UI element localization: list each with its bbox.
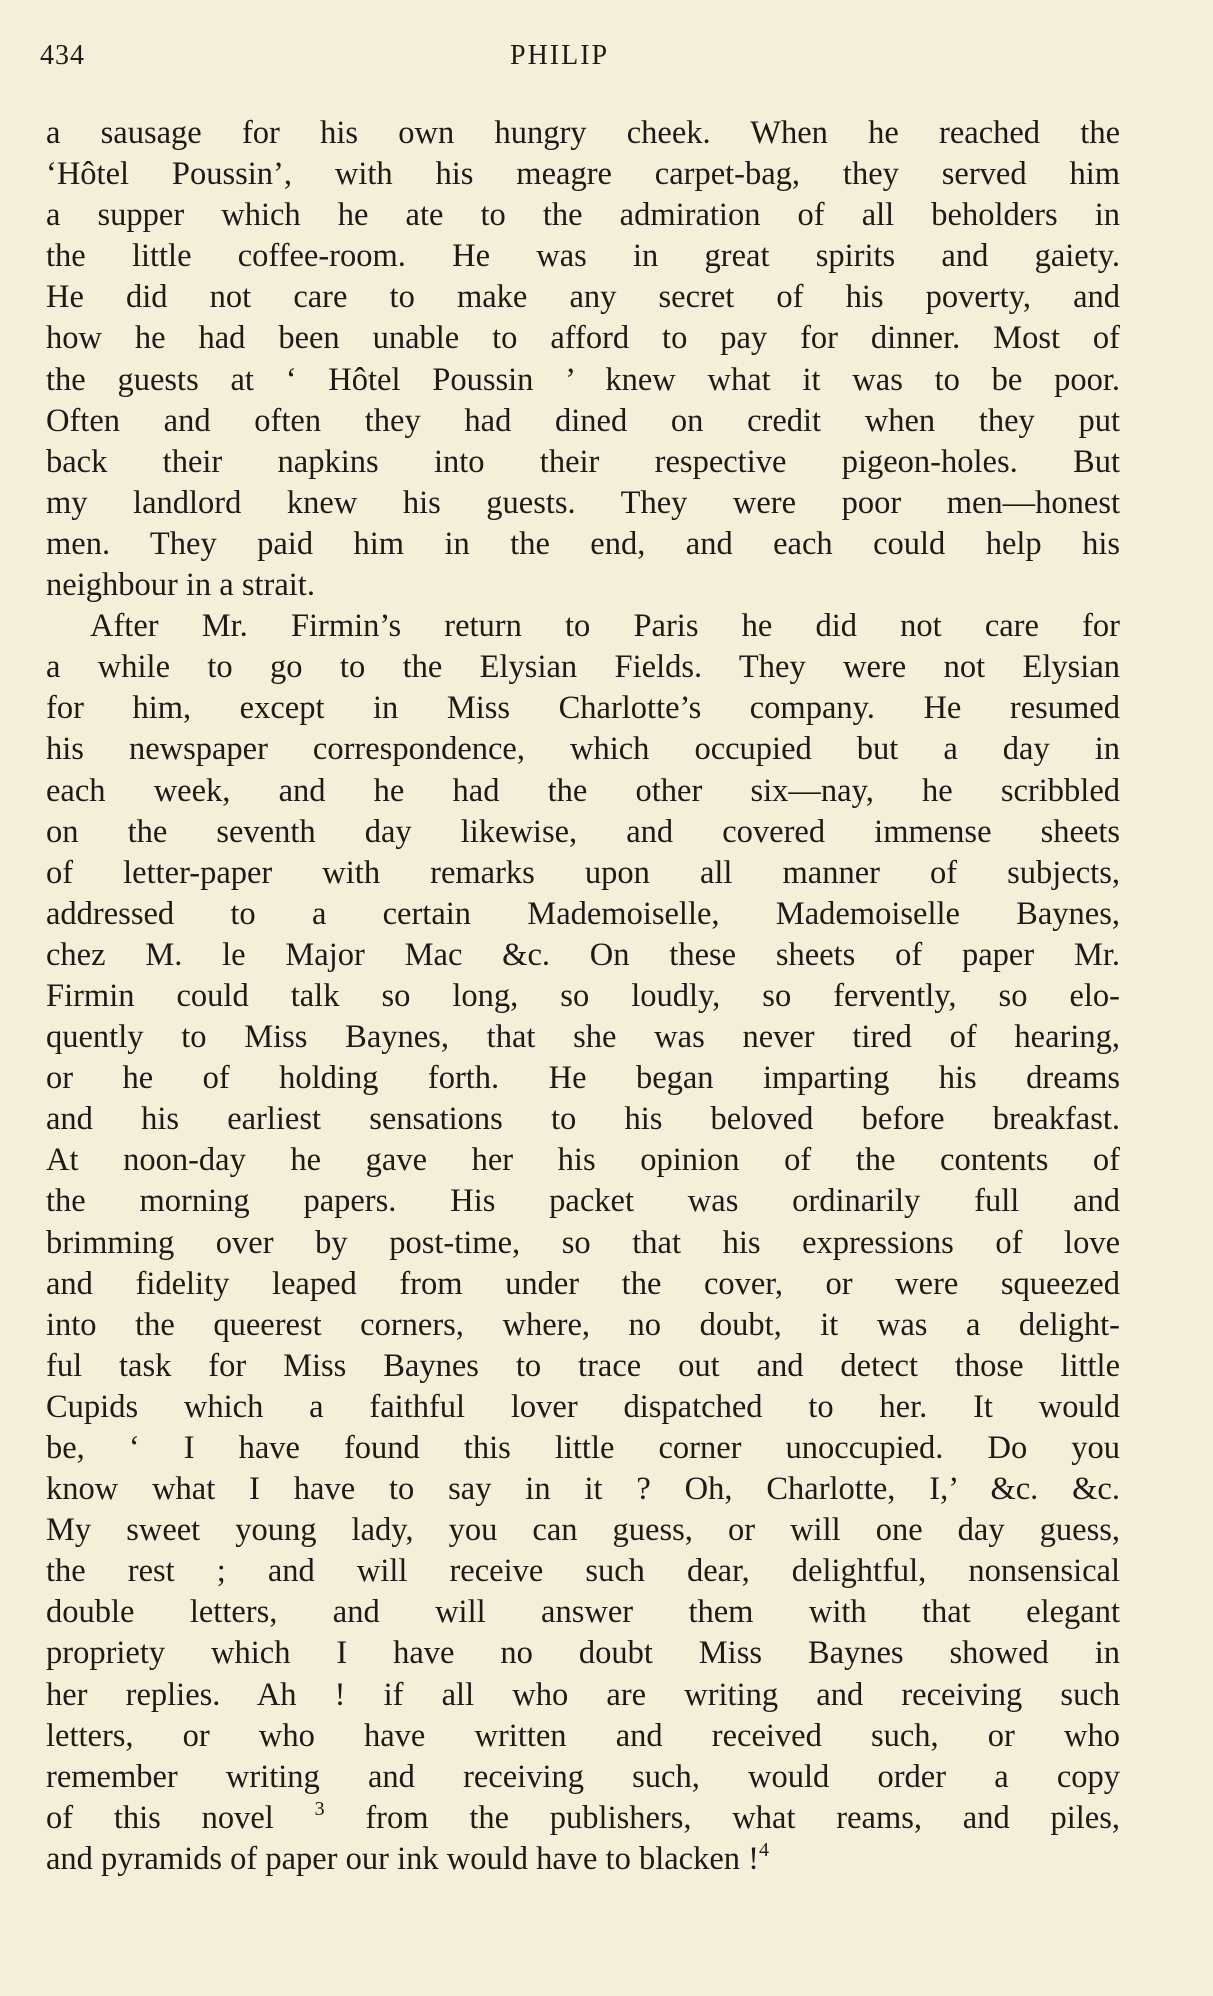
text-line: remember writing and receiving such, would order a copy xyxy=(46,1758,1120,1795)
text-fragment: of this novel xyxy=(46,1799,274,1836)
text-line: He did not care to make any secret of his poverty, and xyxy=(46,279,1120,316)
text-fragment: and pyramids of paper our ink would have to blacken ! xyxy=(46,1840,759,1877)
text-line: know what I have to say in it ? Oh, Charlotte, I,’ &c. &c. xyxy=(46,1471,1120,1508)
body-text xyxy=(46,113,1120,1880)
page-number: 434 xyxy=(40,40,85,71)
text-line: double letters, and will answer them with that elegant xyxy=(46,1594,1120,1631)
text-line: of letter-paper with remarks upon all manner of subjects, xyxy=(46,854,1120,891)
text-line: back their napkins into their respective pigeon-holes. But xyxy=(46,443,1120,480)
text-line: or he of holding forth. He began imparting his dreams xyxy=(46,1060,1120,1097)
text-line: how he had been unable to afford to pay for dinner. Most of xyxy=(46,320,1120,357)
text-line: her replies. Ah ! if all who are writing and receiving such xyxy=(46,1676,1120,1713)
page-header xyxy=(40,40,1120,80)
text-line: addressed to a certain Mademoiselle, Mademoiselle Baynes, xyxy=(46,895,1120,932)
text-line: a while to go to the Elysian Fields. They were not Elysian xyxy=(46,649,1120,686)
text-line: ‘Hôtel Poussin’, with his meagre carpet-bag, they served him xyxy=(46,156,1120,193)
text-line: propriety which I have no doubt Miss Baynes showed in xyxy=(46,1635,1120,1672)
text-line: quently to Miss Baynes, that she was never tired of hearing, xyxy=(46,1019,1120,1056)
paragraph-2 xyxy=(46,606,1120,1880)
text-line: Firmin could talk so long, so loudly, so fervently, so elo- xyxy=(46,977,1120,1014)
text-line: be, ‘ I have found this little corner unoccupied. Do you xyxy=(46,1430,1120,1466)
footnote-reference[interactable]: 4 xyxy=(759,1838,769,1861)
text-line: ful task for Miss Baynes to trace out and detect those little xyxy=(46,1347,1120,1384)
text-line: men. They paid him in the end, and each could help his xyxy=(46,525,1120,562)
text-line: the little coffee-room. He was in great spirits and gaiety. xyxy=(46,238,1120,275)
text-line: his newspaper correspondence, which occupied but a day in xyxy=(46,731,1120,768)
text-line: Cupids which a faithful lover dispatched to her. It would xyxy=(46,1388,1120,1425)
text-line: and his earliest sensations to his beloved before breakfast. xyxy=(46,1101,1120,1138)
text-line: a sausage for his own hungry cheek. When he reached the xyxy=(46,115,1120,151)
text-line: My sweet young lady, you can guess, or will one day guess, xyxy=(46,1512,1120,1549)
text-line: and fidelity leaped from under the cover, or were squeezed xyxy=(46,1265,1120,1302)
text-line: chez M. le Major Mac &c. On these sheets of paper Mr. xyxy=(46,936,1120,973)
text-line: the rest ; and will receive such dear, delightful, nonsensical xyxy=(46,1553,1120,1590)
text-line: After Mr. Firmin’s return to Paris he did not care for xyxy=(90,608,1120,645)
paragraph-1 xyxy=(46,113,1120,606)
text-line: each week, and he had the other six—nay, he scribbled xyxy=(46,772,1120,809)
text-line xyxy=(46,1839,1120,1880)
text-fragment: from the publishers, what reams, and piles, xyxy=(365,1799,1120,1836)
text-line: At noon-day he gave her his opinion of the contents of xyxy=(46,1142,1120,1179)
text-line: the guests at ‘ Hôtel Poussin ’ knew what it was to be poor. xyxy=(46,361,1120,398)
text-line: into the queerest corners, where, no doubt, it was a delight- xyxy=(46,1306,1120,1343)
text-line: a supper which he ate to the admiration of all beholders in xyxy=(46,197,1120,234)
running-title: PHILIP xyxy=(510,40,610,71)
text-line: on the seventh day likewise, and covered immense sheets xyxy=(46,813,1120,850)
text-line: letters, or who have written and received such, or who xyxy=(46,1717,1120,1754)
text-line: Often and often they had dined on credit when they put xyxy=(46,402,1120,439)
text-line: my landlord knew his guests. They were poor men—honest xyxy=(46,484,1120,521)
text-line: brimming over by post-time, so that his expressions of love xyxy=(46,1224,1120,1261)
text-line: the morning papers. His packet was ordinarily full and xyxy=(46,1183,1120,1220)
text-line: for him, except in Miss Charlotte’s company. He resumed xyxy=(46,690,1120,727)
text-line xyxy=(46,1798,1120,1839)
footnote-reference[interactable]: 3 xyxy=(314,1797,325,1820)
text-line: neighbour in a strait. xyxy=(46,567,315,604)
